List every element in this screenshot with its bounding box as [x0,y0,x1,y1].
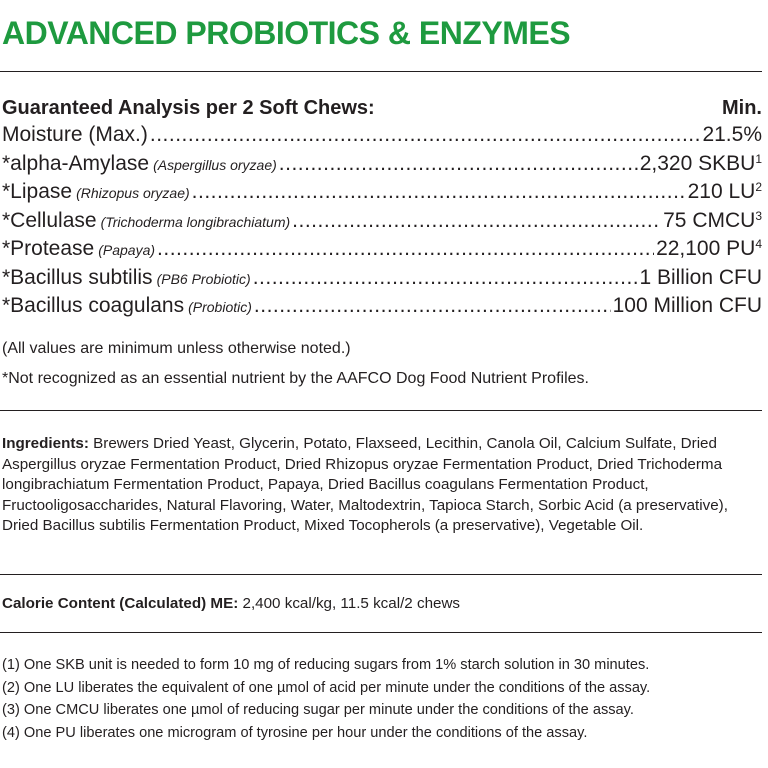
nutrient-source: (Aspergillus oryzae) [153,156,277,173]
nutrient-source: (PB6 Probiotic) [156,270,251,287]
footnote: (4) One PU liberates one microgram of tyrosine per hour under the conditions of the assay. [2,724,588,741]
aafco-note: *Not recognized as an essential nutrient by the AAFCO Dog Food Nutrient Profiles. [2,370,589,387]
analysis-row [2,150,762,179]
calorie-label: Calorie Content (Calculated) ME: [2,595,239,612]
footnote-marker: 3 [755,208,762,223]
ingredients-text: Brewers Dried Yeast, Glycerin, Potato, Flaxseed, Lecithin, Canola Oil, Calcium Sulfate, Dried Aspergillus oryzae Fermentation Product, Dried Rhizopus oryzae Fermentation Product, Dried Trichoderma longibrachiatum Fermentation Product, Papaya, Dried Bacillus coagulans Fermentation Product, Fructooligosaccharides, Natural Flavoring, Water, Maltodextrin, Tapioca Starch, Sorbic Acid (a preservative), Dried Bacillus subtilis Fermentation Product, Mixed Tocopherols (a preservative), Vegetable Oil. [2,435,728,534]
nutrient-value-text: 1 Billion CFU [639,265,762,289]
nutrient-value-text: 75 CMCU [663,208,756,232]
footnote: (2) One LU liberates the equivalent of one µmol of acid per minute under the conditions of the assay. [2,679,651,696]
nutrient-source: (Rhizopus oryzae) [76,185,190,201]
nutrient-value [640,150,762,179]
nutrient-value [663,207,762,236]
calorie-value: 2,400 kcal/kg, 11.5 kcal/2 chews [238,595,461,612]
nutrient-value-text: 22,100 PU [656,237,756,260]
nutrient-value-text: 21.5% [702,123,762,146]
nutrient-value-text: 2,320 SKBU [639,151,756,175]
min-column-label: Min. [722,97,762,119]
product-title: ADVANCED PROBIOTICS & ENZYMES [2,15,571,51]
analysis-row [2,178,762,207]
dot-leader [279,150,638,179]
nutrient-value [656,235,762,264]
dot-leader [292,207,661,236]
nutrient-value-text: 100 Million CFU [612,294,762,317]
dot-leader [254,292,611,321]
nutrient-name: Moisture (Max.) [2,123,148,146]
divider [0,71,762,72]
ingredients-block [2,434,764,537]
analysis-row [2,207,762,236]
analysis-row [2,264,762,293]
divider [0,632,762,633]
nutrient-name: *alpha-Amylase [2,151,150,175]
nutrient-name: *Bacillus coagulans [2,294,185,317]
nutrient-value [613,292,762,321]
guaranteed-analysis-heading: Guaranteed Analysis per 2 Soft Chews: [2,97,375,119]
footnote-marker: 2 [755,180,762,194]
dot-leader [157,235,654,264]
nutrient-source: (Papaya) [98,242,156,258]
ingredients-label: Ingredients: [2,435,89,452]
dot-leader [253,264,638,293]
guaranteed-analysis-header [2,95,762,121]
nutrient-value [702,121,762,150]
nutrient-name: *Lipase [2,180,73,203]
nutrient-name: *Protease [2,237,95,260]
guaranteed-analysis-list [2,121,762,321]
analysis-row [2,292,762,321]
calorie-content [2,594,460,614]
nutrient-name: *Cellulase [2,208,97,232]
nutrient-value [639,264,762,293]
nutrient-source: (Probiotic) [188,299,252,315]
footnote: (3) One CMCU liberates one µmol of reducing sugar per minute under the conditions of the assay. [2,702,634,718]
divider [0,410,762,411]
nutrient-name: *Bacillus subtilis [2,265,153,289]
footnote-list [2,654,768,744]
footnote: (1) One SKB unit is needed to form 10 mg of reducing sugars from 1% starch solution in 30 minutes. [2,657,650,673]
dot-leader [150,121,701,150]
analysis-row [2,235,762,264]
dot-leader [192,178,686,207]
divider [0,574,762,575]
footnote-marker: 4 [755,237,762,251]
analysis-row [2,121,762,150]
minimum-values-note: (All values are minimum unless otherwise noted.) [2,340,351,357]
footnote-marker: 1 [755,151,762,166]
nutrient-source: (Trichoderma longibrachiatum) [100,213,291,230]
nutrient-value-text: 210 LU [687,180,756,203]
nutrient-value [688,178,762,207]
